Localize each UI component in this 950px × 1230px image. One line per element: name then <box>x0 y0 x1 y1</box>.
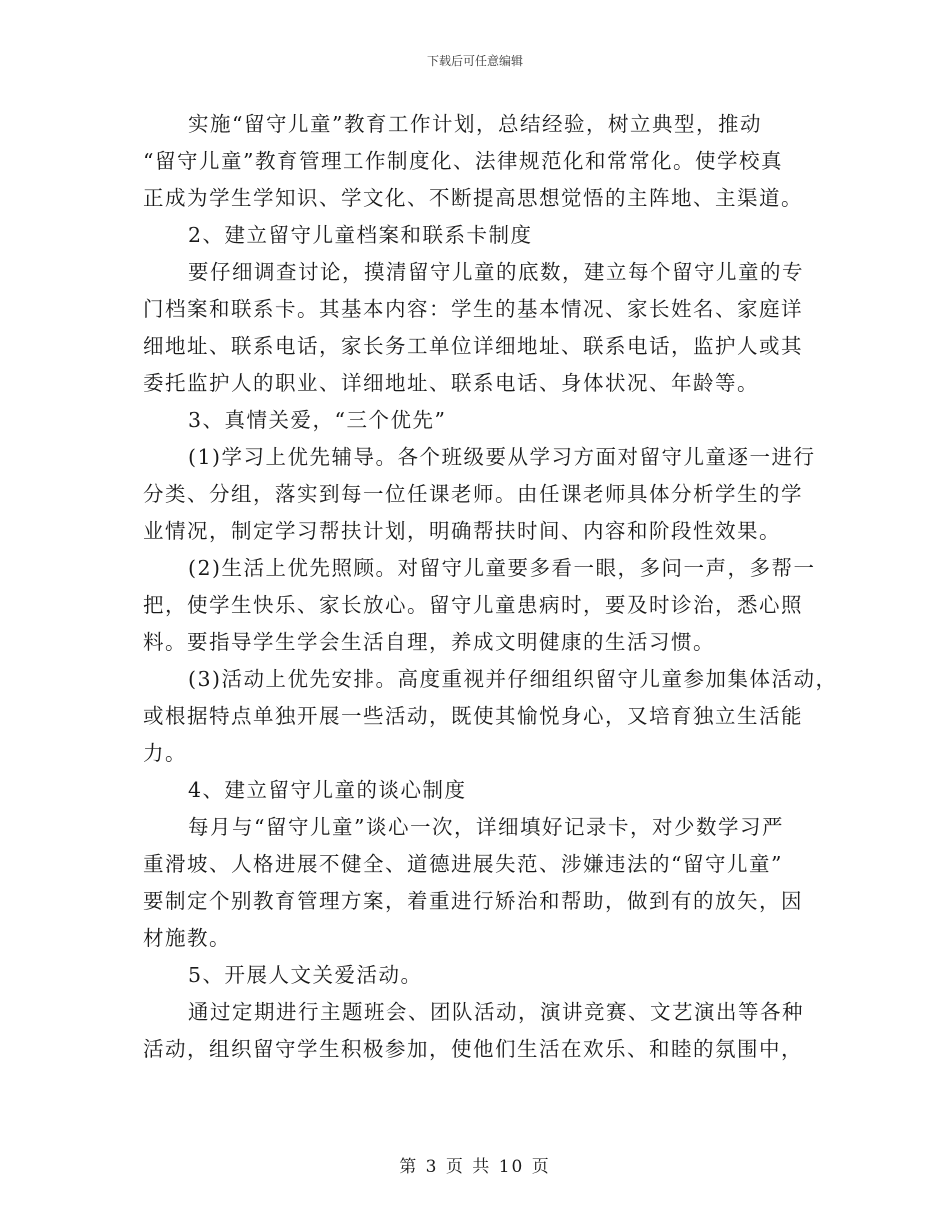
text-line: 料。要指导学生学会生活自理，养成文明健康的生活习惯。 <box>143 630 715 654</box>
text-line: 通过定期进行主题班会、团队活动，演讲竞赛、文艺演出等各种 <box>188 1000 804 1024</box>
text-line: 分类、分组，落实到每一位任课老师。由任课老师具体分析学生的学 <box>143 482 803 506</box>
text-line: 材施教。 <box>143 926 231 950</box>
text-line: 活动，组织留守学生积极参加，使他们生活在欢乐、和睦的氛围中， <box>143 1037 803 1061</box>
text-line: 5、开展人文关爱活动。 <box>188 963 423 987</box>
page-footer: 第 3 页 共 10 页 <box>399 1157 551 1177</box>
text-line: 力。 <box>143 741 187 765</box>
text-line: (1)学习上优先辅导。各个班级要从学习方面对留守儿童逐一进行 <box>188 445 816 469</box>
text-line: 委托监护人的职业、详细地址、联系电话、身体状况、年龄等。 <box>143 371 759 395</box>
text-line: 把，使学生快乐、家长放心。留守儿童患病时，要及时诊治，悉心照 <box>143 593 803 617</box>
text-line: 要仔细调查讨论，摸清留守儿童的底数，建立每个留守儿童的专 <box>188 260 804 284</box>
text-line: 或根据特点单独开展一些活动，既使其愉悦身心，又培育独立生活能 <box>143 704 803 728</box>
text-line: 每月与“留守儿童”谈心一次，详细填好记录卡，对少数学习严 <box>188 815 784 839</box>
text-line: 正成为学生学知识、学文化、不断提高思想觉悟的主阵地、主渠道。 <box>143 186 803 210</box>
text-line: (2)生活上优先照顾。对留守儿童要多看一眼，多问一声，多帮一 <box>188 556 816 580</box>
text-line: 要制定个别教育管理方案，着重进行矫治和帮助，做到有的放矢，因 <box>143 889 803 913</box>
text-line: “留守儿童”教育管理工作制度化、法律规范化和常常化。使学校真 <box>143 149 783 173</box>
text-line: 细地址、联系电话，家长务工单位详细地址、联系电话，监护人或其 <box>143 334 803 358</box>
text-line: 4、建立留守儿童的谈心制度 <box>188 778 467 802</box>
page-header: 下载后可任意编辑 <box>426 54 523 68</box>
text-line: 门档案和联系卡。其基本内容：学生的基本情况、家长姓名、家庭详 <box>143 297 803 321</box>
text-line: 实施“留守儿童”教育工作计划，总结经验，树立典型，推动 <box>188 112 762 136</box>
document-body <box>143 106 838 1068</box>
text-line: 2、建立留守儿童档案和联系卡制度 <box>188 223 533 247</box>
text-line: (3)活动上优先安排。高度重视并仔细组织留守儿童参加集体活动， <box>188 667 838 691</box>
text-line: 3、真情关爱，“三个优先” <box>188 408 447 432</box>
text-line: 重滑坡、人格进展不健全、道德进展失范、涉嫌违法的“留守儿童” <box>143 852 783 876</box>
text-line: 业情况，制定学习帮扶计划，明确帮扶时间、内容和阶段性效果。 <box>143 519 781 543</box>
